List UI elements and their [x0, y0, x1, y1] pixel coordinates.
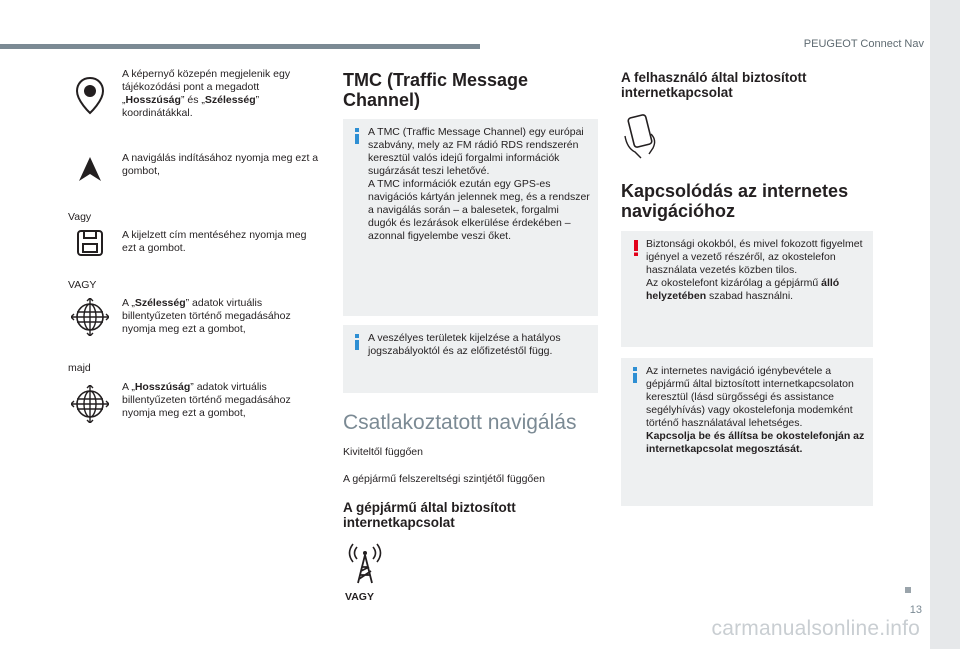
- danger-zone-info-text: A veszélyes területek kijelzése a hatályos jogszabályoktól és az előfizetéstől függ.: [368, 332, 561, 357]
- globe-icon: [71, 298, 109, 336]
- item-coordinates-text: A képernyő közepén megjelenik egy tájékozódási pont a megadott „Hosszúság” és „Szélesség” koordinátákkal.: [122, 68, 291, 119]
- warning-icon: [629, 240, 645, 256]
- info-icon: [629, 367, 645, 383]
- top-accent-bar: [0, 44, 480, 49]
- info-icon: [351, 334, 367, 350]
- vehicle-internet-heading: A gépjármű által biztosított internetkapcsolat: [343, 500, 516, 530]
- page-number: 13: [909, 604, 922, 616]
- safety-warning-box: [621, 231, 873, 347]
- or-label-3: VAGY: [345, 591, 374, 603]
- item-start-navigation-text: A navigálás indításához nyomja meg ezt a gombot,: [122, 152, 319, 177]
- internet-nav-info-box: [621, 358, 873, 506]
- brand-label: PEUGEOT Connect Nav: [803, 38, 924, 50]
- tmc-info-box: [343, 119, 598, 316]
- connect-internet-nav-heading: Kapcsolódás az internetes navigációhoz: [621, 181, 849, 221]
- side-strip: [930, 0, 960, 649]
- globe-icon: [71, 385, 109, 423]
- antenna-tower-icon: [345, 541, 385, 585]
- user-internet-heading: A felhasználó által biztosított internetkapcsolat: [621, 70, 807, 100]
- item-longitude-text: A „Hosszúság” adatok virtuális billentyűzeten történő megadásához nyomja meg ezt a gombot,: [122, 381, 291, 419]
- version-note: Kiviteltől függően: [343, 446, 423, 458]
- danger-zone-info-box: [343, 325, 598, 393]
- internet-nav-info-text: Az internetes navigáció igénybevétele a gépjármű által biztosított internetkapcsolaton keresztül (lásd sürgősségi és assistance segélyhívás) vagy okostelefonja modemként történő használatával lehetséges. Kapcsolja be és állítsa be okostelefonján az internetkapcsolat megosztását.: [646, 365, 865, 455]
- trim-level-note: A gépjármű felszereltségi szintjétől függően: [343, 473, 545, 485]
- item-save-address-text: A kijelzett cím mentéséhez nyomja meg ezt a gombot.: [122, 229, 307, 254]
- watermark: carmanualsonline.info: [711, 617, 920, 640]
- tmc-info-text: A TMC (Traffic Message Channel) egy európai szabvány, mely az FM rádió RDS rendszerén keresztül valós idejű forgalmi információk sugárzását teszi lehetővé. A TMC információk ezután egy GPS-es navigációs kártyán jelennek meg, és a rendszer a navigálás során – a balesetek, forgalmi dugók és lezárások elkerülése érdekében – azonnal figyelembe veszi őket.: [368, 126, 590, 242]
- safety-warning-text: Biztonsági okokból, és mivel fokozott figyelmet igényel a vezető részéről, az okostelefon használata vezetés közben tilos. Az okostelefont kizárólag a gépjármű álló helyzetében szabad használni.: [646, 238, 863, 302]
- save-icon: [76, 229, 104, 257]
- info-icon: [351, 128, 367, 144]
- or-label-2: VAGY: [68, 279, 97, 291]
- page-marker: [905, 587, 911, 593]
- smartphone-hand-icon: [621, 112, 661, 160]
- connected-navigation-heading: Csatlakoztatott navigálás: [343, 411, 577, 434]
- or-label-1: Vagy: [68, 211, 92, 223]
- navigate-arrow-icon: [77, 155, 103, 183]
- item-latitude-text: A „Szélesség” adatok virtuális billentyűzeten történő megadásához nyomja meg ezt a gombot,: [122, 297, 291, 335]
- then-label: majd: [68, 362, 91, 374]
- tmc-heading: TMC (Traffic Message Channel): [343, 70, 529, 110]
- location-pin-icon: [74, 76, 106, 116]
